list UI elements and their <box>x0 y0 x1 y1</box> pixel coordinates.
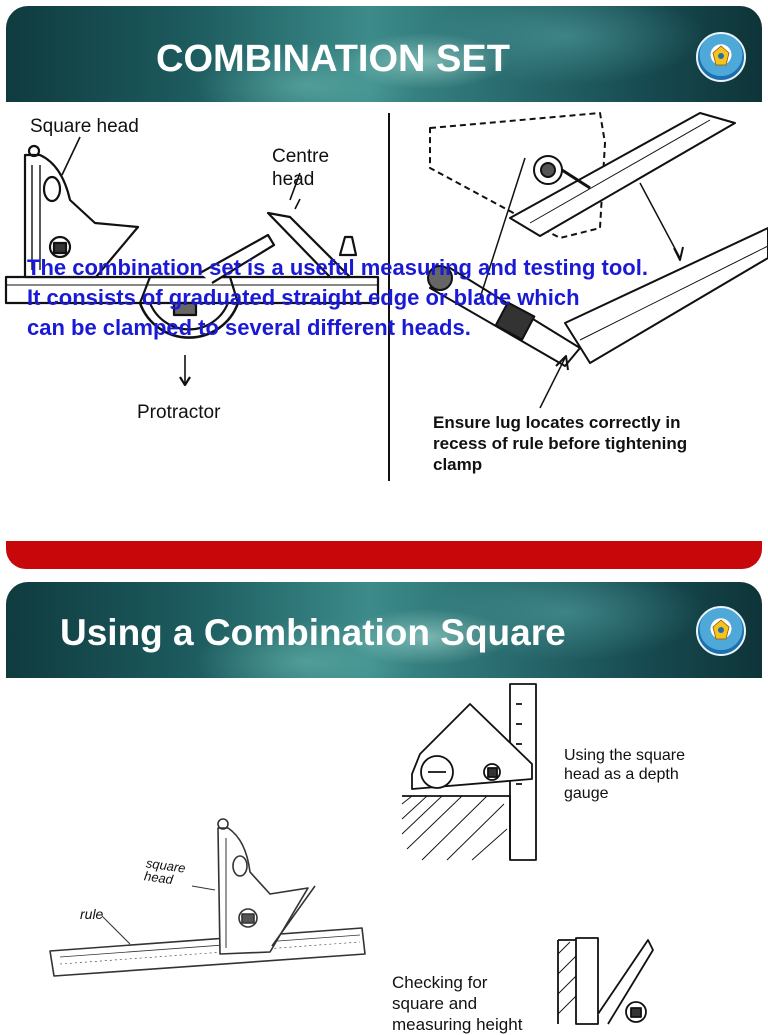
checking-square-illustration <box>548 934 698 1024</box>
rule-sketch-label: rule <box>80 906 104 922</box>
ministry-logo-icon <box>696 606 746 656</box>
depth-gauge-label: Using the square head as a depth gauge <box>564 747 685 802</box>
ensure-lug-label: Ensure lug locates correctly in recess of rule before tightening clamp <box>433 413 688 474</box>
depth-gauge-illustration <box>392 684 562 864</box>
square-head-sketch-label: square head <box>143 855 187 888</box>
slide-2 <box>0 576 768 1034</box>
square-head-label: Square head <box>30 116 139 137</box>
slide-2-banner <box>6 582 762 678</box>
slide-2-title: Using a Combination Square <box>60 612 566 653</box>
combination-set-description: The combination set is a useful measuring and testing tool. It consists of graduated straight edge or blade which can be clamped to several different heads. <box>27 255 648 340</box>
centre-head-label: Centre head <box>272 146 330 190</box>
slide-1-title: COMBINATION SET <box>156 38 510 80</box>
slide-divider <box>6 541 762 569</box>
ministry-logo-icon <box>696 32 746 82</box>
protractor-label: Protractor <box>137 402 221 423</box>
slide-1-banner <box>6 6 762 102</box>
checking-square-label: Checking for square and measuring height <box>392 973 523 1034</box>
combination-square-sketch <box>40 816 370 991</box>
